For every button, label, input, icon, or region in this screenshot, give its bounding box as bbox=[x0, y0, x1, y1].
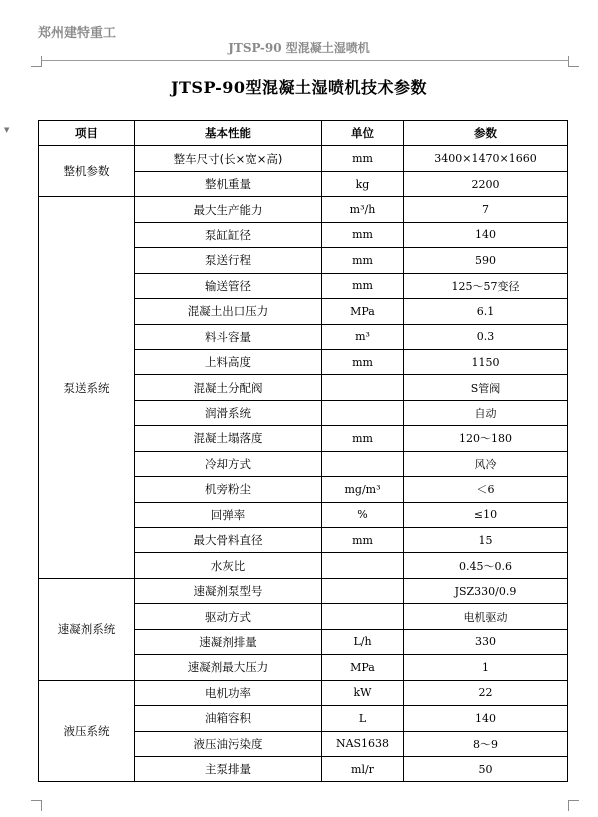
value-cell: 0.3 bbox=[404, 324, 568, 349]
value-cell: 50 bbox=[404, 756, 568, 781]
group-name-cell: 泵送系统 bbox=[39, 197, 135, 579]
unit-cell: ml/r bbox=[322, 756, 404, 781]
value-cell: 15 bbox=[404, 528, 568, 553]
value-cell: 风冷 bbox=[404, 451, 568, 476]
value-cell: ≤10 bbox=[404, 502, 568, 527]
feature-cell: 油箱容积 bbox=[135, 706, 322, 731]
feature-cell: 速凝剂泵型号 bbox=[135, 578, 322, 603]
unit-cell bbox=[322, 578, 404, 603]
feature-cell: 混凝土分配阀 bbox=[135, 375, 322, 400]
value-cell: 7 bbox=[404, 197, 568, 222]
value-cell: 3400×1470×1660 bbox=[404, 146, 568, 171]
unit-cell: mg/m³ bbox=[322, 477, 404, 502]
feature-cell: 混凝土塌落度 bbox=[135, 426, 322, 451]
group-name-cell: 速凝剂系统 bbox=[39, 578, 135, 680]
unit-cell: MPa bbox=[322, 655, 404, 680]
company-name: 郑州建特重工 bbox=[38, 26, 117, 41]
feature-cell: 最大骨料直径 bbox=[135, 528, 322, 553]
value-cell: 590 bbox=[404, 248, 568, 273]
unit-cell: MPa bbox=[322, 299, 404, 324]
unit-cell: kg bbox=[322, 171, 404, 196]
table-row bbox=[39, 680, 568, 705]
unit-cell bbox=[322, 451, 404, 476]
header-rule bbox=[41, 60, 569, 61]
page-corner-mark bbox=[31, 800, 42, 811]
value-cell: 8～9 bbox=[404, 731, 568, 756]
feature-cell: 电机功率 bbox=[135, 680, 322, 705]
table-body bbox=[39, 146, 568, 782]
unit-cell: mm bbox=[322, 528, 404, 553]
feature-cell: 冷却方式 bbox=[135, 451, 322, 476]
value-cell: ＜6 bbox=[404, 477, 568, 502]
value-cell: 1150 bbox=[404, 349, 568, 374]
unit-cell: % bbox=[322, 502, 404, 527]
group-name-cell: 整机参数 bbox=[39, 146, 135, 197]
unit-cell: mm bbox=[322, 146, 404, 171]
page-corner-mark bbox=[568, 800, 579, 811]
feature-cell: 速凝剂排量 bbox=[135, 629, 322, 654]
value-cell: 120～180 bbox=[404, 426, 568, 451]
unit-cell: L/h bbox=[322, 629, 404, 654]
table-row bbox=[39, 197, 568, 222]
feature-cell: 润滑系统 bbox=[135, 400, 322, 425]
unit-cell bbox=[322, 604, 404, 629]
feature-cell: 泵缸缸径 bbox=[135, 222, 322, 247]
feature-cell: 速凝剂最大压力 bbox=[135, 655, 322, 680]
feature-cell: 水灰比 bbox=[135, 553, 322, 578]
feature-cell: 液压油污染度 bbox=[135, 731, 322, 756]
spec-table bbox=[38, 120, 568, 782]
unit-cell: mm bbox=[322, 222, 404, 247]
unit-cell bbox=[322, 553, 404, 578]
unit-cell bbox=[322, 375, 404, 400]
value-cell: 22 bbox=[404, 680, 568, 705]
unit-cell: L bbox=[322, 706, 404, 731]
running-header-title: JTSP-90 型混凝土湿喷机 bbox=[228, 41, 370, 55]
unit-cell: mm bbox=[322, 426, 404, 451]
feature-cell: 泵送行程 bbox=[135, 248, 322, 273]
feature-cell: 整车尺寸(长×宽×高) bbox=[135, 146, 322, 171]
unit-cell: m³ bbox=[322, 324, 404, 349]
table-row bbox=[39, 578, 568, 603]
value-cell: S管阀 bbox=[404, 375, 568, 400]
feature-cell: 驱动方式 bbox=[135, 604, 322, 629]
value-cell: 140 bbox=[404, 706, 568, 731]
feature-cell: 机旁粉尘 bbox=[135, 477, 322, 502]
value-cell: 1 bbox=[404, 655, 568, 680]
value-cell: 125～57变径 bbox=[404, 273, 568, 298]
feature-cell: 最大生产能力 bbox=[135, 197, 322, 222]
value-cell: 0.45～0.6 bbox=[404, 553, 568, 578]
value-cell: 140 bbox=[404, 222, 568, 247]
feature-cell: 整机重量 bbox=[135, 171, 322, 196]
page-corner-mark bbox=[568, 56, 579, 67]
value-cell: 电机驱动 bbox=[404, 604, 568, 629]
value-cell: JSZ330/0.9 bbox=[404, 578, 568, 603]
unit-cell bbox=[322, 400, 404, 425]
page-corner-mark bbox=[31, 56, 42, 67]
column-header: 单位 bbox=[322, 121, 404, 146]
table-row bbox=[39, 146, 568, 171]
column-header: 基本性能 bbox=[135, 121, 322, 146]
document-title: JTSP-90型混凝土湿喷机技术参数 bbox=[170, 78, 428, 97]
unit-cell: mm bbox=[322, 349, 404, 374]
value-cell: 330 bbox=[404, 629, 568, 654]
unit-cell: m³/h bbox=[322, 197, 404, 222]
group-name-cell: 液压系统 bbox=[39, 680, 135, 782]
feature-cell: 料斗容量 bbox=[135, 324, 322, 349]
column-header: 项目 bbox=[39, 121, 135, 146]
value-cell: 2200 bbox=[404, 171, 568, 196]
collapse-marker-icon[interactable]: ▼ bbox=[4, 126, 10, 134]
feature-cell: 输送管径 bbox=[135, 273, 322, 298]
column-header: 参数 bbox=[404, 121, 568, 146]
unit-cell: mm bbox=[322, 248, 404, 273]
unit-cell: kW bbox=[322, 680, 404, 705]
unit-cell: mm bbox=[322, 273, 404, 298]
unit-cell: NAS1638 bbox=[322, 731, 404, 756]
table-header-row bbox=[39, 121, 568, 146]
feature-cell: 主泵排量 bbox=[135, 756, 322, 781]
feature-cell: 上料高度 bbox=[135, 349, 322, 374]
value-cell: 6.1 bbox=[404, 299, 568, 324]
feature-cell: 回弹率 bbox=[135, 502, 322, 527]
feature-cell: 混凝土出口压力 bbox=[135, 299, 322, 324]
value-cell: 自动 bbox=[404, 400, 568, 425]
